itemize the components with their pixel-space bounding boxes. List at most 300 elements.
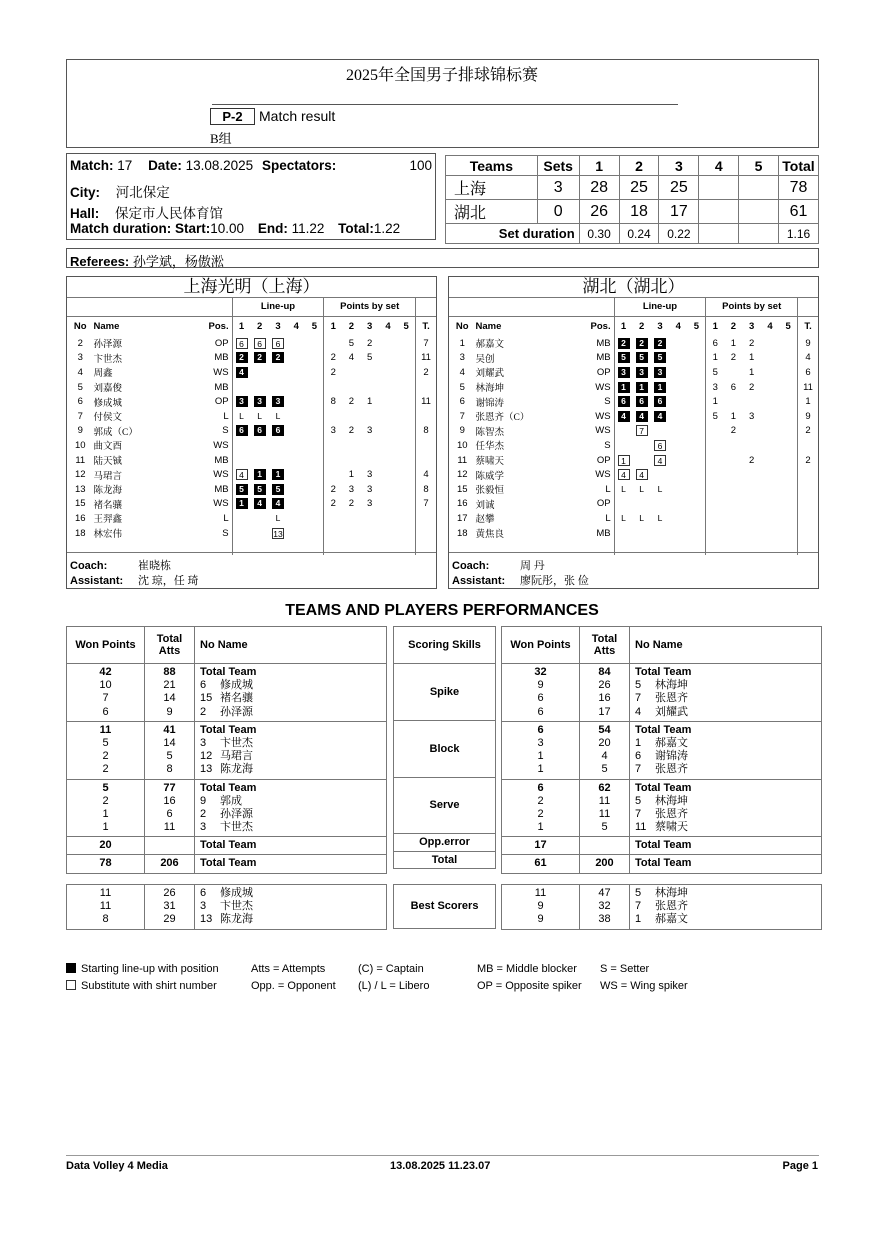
set-points-cell [724,438,742,453]
lineup-cell [287,424,305,439]
points-set-header: 2 [348,320,354,332]
assistant-names: 廖阮彤，张 俭 [520,575,589,587]
attempts-value [580,839,629,852]
score-header-cell: Total [778,156,818,176]
legend-atts: Atts = Attempts [251,963,326,975]
set-points-cell: 2 [324,351,342,366]
player-total: 9 [798,336,818,351]
set-points-cell: 8 [324,394,342,409]
lineup-cell [232,409,250,424]
lineup-cell [687,497,705,512]
lineup-cell [232,511,250,526]
set-duration-label: Set duration [446,224,580,244]
points-set-header: 3 [749,320,755,332]
pos-header: Pos. [590,320,611,332]
player-number: 5 [635,679,642,692]
player-row [67,453,436,468]
player-number: 3 [200,736,207,749]
player-name: 卞世杰 [220,821,253,834]
player-name: 张毅恒 [475,486,505,497]
starting-position-mark: 6 [236,425,248,436]
set-points-cell: 5 [706,409,724,424]
set-points-cell [706,497,724,512]
skills-header-row [394,627,496,664]
skill-row [394,664,496,721]
set-points-cell [397,467,415,482]
coach-area [449,552,818,588]
won-points-value: 11 [99,887,112,899]
set-points-cell [324,467,342,482]
coach-area [67,552,436,588]
player-position: MB [596,352,611,364]
player-name: 郝嘉文 [655,736,688,749]
libero-mark: L [621,512,626,523]
legend-start: Starting line-up with position [66,963,219,975]
lineup-cell [632,380,650,395]
set-points-cell: 5 [348,337,354,349]
player-total [416,511,436,526]
player-names-cell [630,664,822,722]
lineup-cell [687,365,705,380]
player-name: 林海坤 [655,794,688,807]
player-total [798,497,818,512]
legend-sub: Substitute with shirt number [66,980,217,992]
player-total [416,526,436,541]
lineup-header: Line-up [232,298,324,316]
won-points-value: 2 [102,794,109,807]
blank-cell [449,298,614,316]
player-name: 曲文酉 [93,442,123,453]
attempts-value: 6 [166,807,173,820]
player-name: 郝嘉文 [655,913,688,926]
player-name: 孙泽源 [93,340,123,351]
player-row [449,467,818,482]
lineup-cell [232,453,250,468]
player-row [67,409,436,424]
won-points-value: 78 [99,857,112,870]
skill-label: Total [394,851,496,868]
lineup-cell [669,482,687,497]
starting-position-mark: 6 [654,396,666,407]
attempts-value: 14 [163,692,176,705]
start-label: Start: [175,221,211,236]
roster-table [449,298,818,555]
legend-opp: Opp. = Opponent [251,980,336,992]
lineup-cell [651,467,669,482]
set-points-cell: 3 [348,483,354,495]
player-names-cell [630,885,822,930]
set-points-cell: 4 [348,352,354,364]
player-name: 修成城 [93,398,123,409]
player-number: 3 [200,900,207,913]
substitute-mark: 4 [618,469,630,480]
player-total: 7 [416,497,436,512]
lineup-cell [687,424,705,439]
total-duration: 1.22 [373,221,401,236]
player-position: S [604,439,611,451]
lineup-cell [287,351,305,366]
starting-position-mark: 4 [636,411,648,422]
set-points-cell: 2 [730,425,736,437]
lineup-cell [269,380,287,395]
set-points-cell [342,453,360,468]
won-points-header: Won Points [67,627,145,664]
player-number: 13 [74,483,86,495]
player-entry [200,913,386,926]
libero-mark: L [239,410,244,421]
player-total: 1 [798,394,818,409]
starting-position-mark: 5 [654,352,666,363]
total-atts-cell [580,837,630,855]
scoring-skills-header: Scoring Skills [394,627,496,664]
group-label: B组 [210,131,232,146]
won-points-value: 7 [102,692,109,705]
lineup-cell [651,438,669,453]
lineup-cell [305,351,323,366]
lineup-cell [287,467,305,482]
lineup-cell [632,453,650,468]
attempts-value: 26 [163,887,176,899]
lineup-cell [687,380,705,395]
lineup-cell [232,482,250,497]
player-name: 卞世杰 [220,736,253,749]
performance-header-row [502,627,822,664]
set-points-cell [779,380,797,395]
lineup-cell [651,394,669,409]
attempts-value: 31 [163,900,176,913]
lineup-cell [669,380,687,395]
set-points-cell [397,351,415,366]
total-atts-cell [145,837,195,855]
player-total: 2 [798,453,818,468]
legend-ws: WS = Wing spiker [600,980,688,992]
set-points-cell [779,365,797,380]
attempts-value: 84 [598,666,611,678]
won-points-cell [502,885,580,930]
set-points-cell [342,365,360,380]
lineup-cell [687,394,705,409]
lineup-cell [250,380,268,395]
player-number: 6 [635,750,642,763]
won-points-value: 3 [537,736,544,749]
attempts-value: 9 [166,705,173,718]
starting-position-mark: 6 [618,396,630,407]
player-number: 11 [635,821,647,834]
player-name: 蔡啸天 [655,821,688,834]
roster-group-header [449,298,818,316]
player-names-cell [630,779,822,837]
skill-row [394,834,496,851]
player-entry [200,821,386,834]
set-points-cell [779,453,797,468]
set-points-cell [379,467,397,482]
player-position: OP [596,498,611,510]
player-total [416,438,436,453]
set-points-cell [379,365,397,380]
player-row [449,453,818,468]
player-name: 林海坤 [655,887,688,899]
player-number: 7 [635,807,642,820]
total-team-label: Total Team [635,839,692,852]
points-header: Points by set [706,298,798,316]
player-name: 郝嘉文 [475,340,505,351]
player-total [416,409,436,424]
set-duration-cell [699,224,739,244]
performance-section-row [67,664,387,722]
set-points-cell: 1 [730,337,736,349]
set-points-cell: 3 [367,498,373,510]
won-points-value: 1 [537,763,544,776]
set-points-cell [779,351,797,366]
total-team-label: Total Team [635,857,692,870]
lineup-cell [687,438,705,453]
set-points-cell: 2 [324,482,342,497]
player-row [449,511,818,526]
player-number: 6 [77,396,83,408]
player-position: WS [213,366,229,378]
player-total: 8 [416,482,436,497]
total-team-label: Total Team [200,666,257,678]
score-cell: 0 [537,200,579,224]
lineup-cell [269,424,287,439]
player-number: 15 [74,498,86,510]
total-header: T. [416,316,436,336]
performance-section-row [502,664,822,722]
attempts-value: 77 [163,781,176,794]
score-row-away [446,200,819,224]
won-points-value: 1 [537,750,544,763]
coach-label: Coach: [452,560,490,572]
lineup-cell [632,336,650,351]
set-points-cell [743,438,761,453]
won-points-value: 32 [534,666,547,678]
skill-row [394,720,496,777]
set-points-cell [724,365,742,380]
skill-row [394,851,496,868]
set-points-cell: 1 [367,396,373,408]
player-number: 5 [635,887,642,899]
player-position: WS [595,425,611,437]
best-scorers-row [394,885,496,929]
best-scorers-home [66,884,387,930]
won-points-value: 1 [102,807,109,820]
hall-label: Hall: [70,206,100,221]
coach-name: 崔晓栋 [138,560,171,572]
set-points-cell [724,526,742,541]
total-atts-cell [145,885,195,930]
set-points-cell [379,526,397,541]
starting-position-mark: 1 [618,382,630,393]
substitute-mark: 1 [618,455,630,466]
player-names-cell [195,721,387,779]
player-total [798,526,818,541]
player-name: 张恩齐 [655,763,688,776]
player-names-cell [195,779,387,837]
player-name: 陈智杰 [475,427,505,438]
lineup-cell [632,511,650,526]
score-header-cell: 1 [579,156,619,176]
score-header-cell: 2 [619,156,659,176]
set-points-cell [397,336,415,351]
set-points-cell [379,351,397,366]
player-name: 林宏伟 [93,530,123,541]
performance-section-row [502,885,822,930]
player-number: 3 [77,352,83,364]
won-points-cell [67,885,145,930]
points-set-header: 4 [385,320,391,332]
player-number: 10 [456,439,468,451]
player-number: 5 [459,381,465,393]
lineup-cell [269,409,287,424]
lineup-cell [651,526,669,541]
starting-position-mark: 2 [254,352,266,363]
start-time: 10.00 [210,221,245,236]
doc-code: P-2 [210,108,255,125]
lineup-cell [232,438,250,453]
won-points-value: 6 [537,692,544,705]
substitute-mark: 4 [636,469,648,480]
set-points-cell [743,467,761,482]
player-number: 9 [200,794,207,807]
starting-position-mark: 5 [236,484,248,495]
player-name: 周鑫 [93,369,113,380]
player-number: 1 [635,736,642,749]
lineup-cell [305,336,323,351]
no-name-header: No Name [195,627,387,664]
lineup-cell [651,409,669,424]
lineup-cell [669,394,687,409]
set-points-cell [361,365,379,380]
player-name: 张恩齐 [655,807,688,820]
set-points-cell: 1 [749,366,755,378]
set-points-cell: 3 [367,483,373,495]
set-points-cell [779,467,797,482]
lineup-cell [632,482,650,497]
lineup-cell [669,438,687,453]
attempts-value: 16 [598,692,611,705]
set-points-cell [761,497,779,512]
won-points-cell [502,721,580,779]
lineup-set-header: 3 [657,320,663,332]
legend-s: S = Setter [600,963,650,975]
lineup-cell [669,526,687,541]
score-cell: 25 [659,176,699,200]
substitute-mark: 6 [236,338,248,349]
lineup-cell [232,351,250,366]
set-points-cell [779,482,797,497]
set-points-cell [324,526,342,541]
lineup-cell [651,482,669,497]
lineup-cell [269,365,287,380]
player-total [416,453,436,468]
lineup-cell [632,409,650,424]
total-duration-label: Total: [338,221,374,236]
total-atts-cell [580,664,630,722]
performance-home-table [66,626,387,874]
lineup-cell [669,453,687,468]
lineup-cell [651,336,669,351]
points-set-header: 1 [706,316,724,336]
attempts-value: 21 [163,679,176,692]
player-number: 13 [200,763,213,776]
lineup-cell [269,336,287,351]
player-row [449,394,818,409]
lineup-cell [614,336,632,351]
referees-label: Referees: [70,254,130,269]
lineup-cell [651,365,669,380]
score-cell: 26 [579,200,619,224]
set-points-cell [761,424,779,439]
lineup-set-header: 1 [614,316,632,336]
substitute-mark: 6 [272,338,284,349]
set-points-cell [779,438,797,453]
assistant-line [452,572,814,588]
player-entry [635,887,821,900]
total-atts-cell [145,779,195,837]
total-team-label: Total Team [200,857,257,870]
set-points-cell [379,380,397,395]
player-total: 11 [416,351,436,366]
attempts-value: 16 [163,794,176,807]
score-row-home [446,176,819,200]
player-row [67,424,436,439]
player-entry [200,692,386,705]
player-name: 陈龙海 [220,763,253,776]
total-atts-cell [145,664,195,722]
team-name-cell: 上海 [446,176,538,200]
score-cell [699,200,739,224]
player-name: 褚名骧 [220,692,253,705]
player-position: S [222,425,229,437]
libero-mark: L [621,483,626,494]
lineup-cell [269,394,287,409]
lineup-cell [632,497,650,512]
player-position: S [222,527,229,539]
player-number: 7 [635,763,642,776]
player-number: 9 [77,425,83,437]
starting-position-mark: 1 [236,498,248,509]
set-points-cell [761,365,779,380]
lineup-cell [651,453,669,468]
duration-line [70,221,400,236]
legend-libero: (L) / L = Libero [358,980,430,992]
score-cell: 28 [579,176,619,200]
player-entry [200,795,386,808]
player-number: 12 [74,469,86,481]
player-names-cell [195,885,387,930]
score-table [445,155,819,244]
total-header: T. [798,316,818,336]
player-entry [635,900,821,913]
player-entry [635,821,821,834]
won-points-value: 17 [534,839,547,852]
player-entry [635,795,821,808]
performance-section-row [67,855,387,873]
lineup-cell [614,424,632,439]
player-total: 2 [798,424,818,439]
player-name: 林海坤 [655,679,688,692]
score-cell [739,176,779,200]
won-points-value: 5 [102,781,109,794]
player-entry [200,679,386,692]
player-name: 谢锦涛 [655,750,688,763]
score-cell: 17 [659,200,699,224]
won-points-cell [67,837,145,855]
set-points-cell [724,394,742,409]
match-line [70,158,432,173]
player-number: 1 [459,337,465,349]
set-duration-cell: 0.22 [659,224,699,244]
